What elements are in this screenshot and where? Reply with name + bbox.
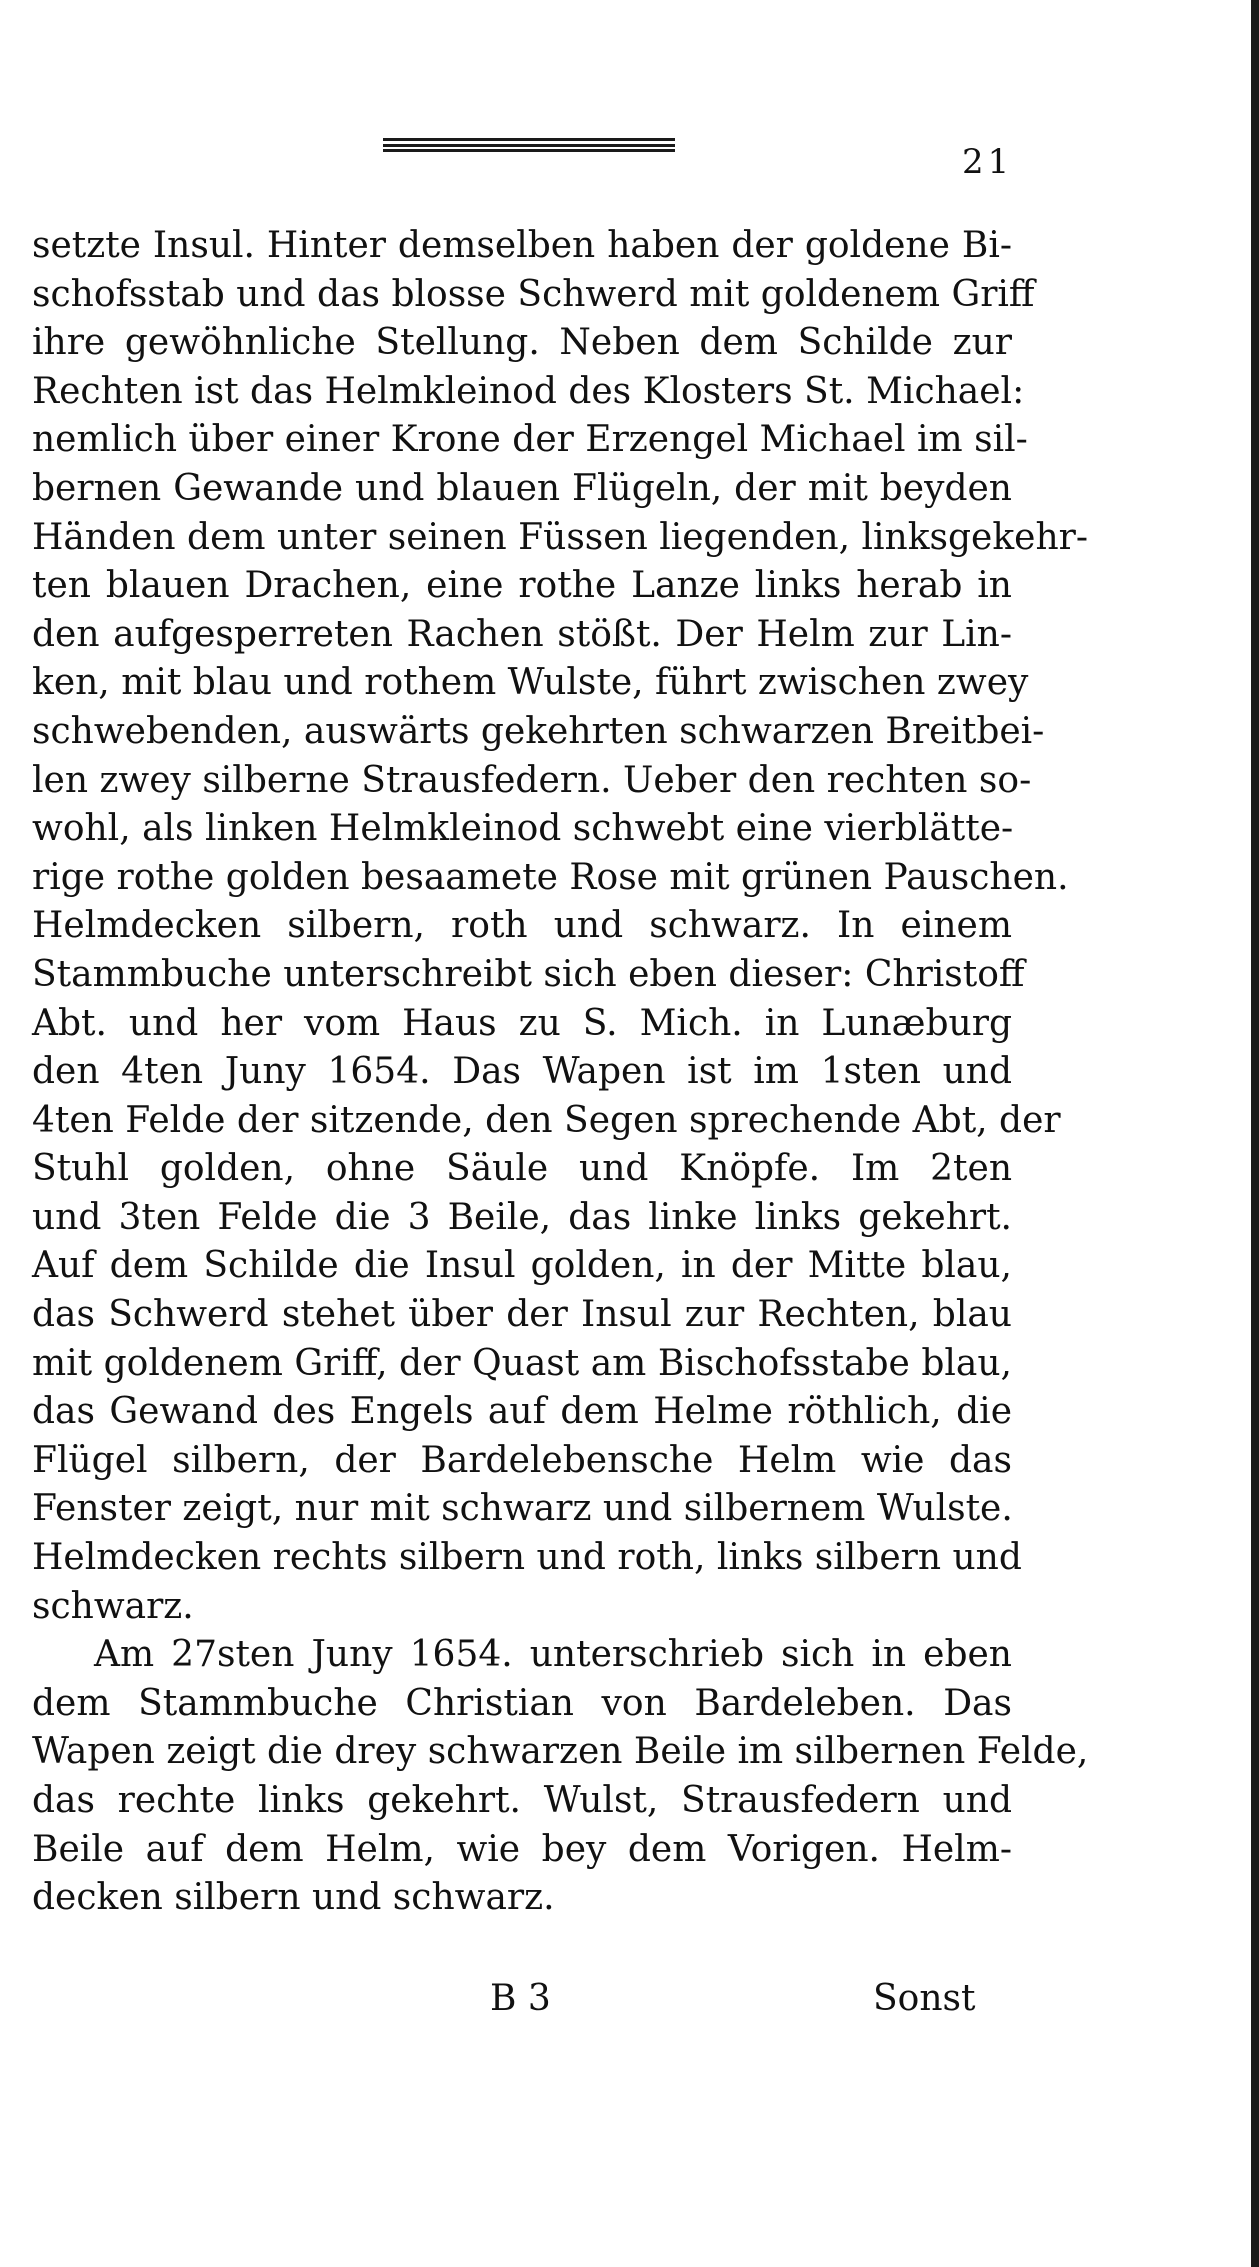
header-rule xyxy=(383,138,675,152)
page-footer xyxy=(0,1978,1259,2038)
text-line: rige rothe golden besaamete Rose mit grünen Pauschen. xyxy=(32,856,1069,898)
page-edge xyxy=(1251,0,1259,2267)
signature-mark: B 3 xyxy=(490,1978,551,2019)
text-line: schwarz. xyxy=(32,1585,194,1627)
text-line: und 3ten Felde die 3 Beile, das linke links gekehrt. xyxy=(32,1196,1012,1238)
text-line: schofsstab und das blosse Schwerd mit goldenem Griff xyxy=(32,273,1035,315)
text-line: Stuhl golden, ohne Säule und Knöpfe. Im 2ten xyxy=(32,1148,1012,1190)
page-number: 21 xyxy=(962,142,1014,182)
text-line: ihre gewöhnliche Stellung. Neben dem Schilde zur xyxy=(32,322,1012,364)
text-line: das Schwerd stehet über der Insul zur Rechten, blau xyxy=(32,1294,1012,1336)
text-line: setzte Insul. Hinter demselben haben der goldene Bi- xyxy=(32,225,1012,266)
text-line: Stammbuche unterschreibt sich eben dieser: Christoff xyxy=(32,953,1025,995)
text-line: Fenster zeigt, nur mit schwarz und silbernem Wulste. xyxy=(32,1488,1013,1530)
text-line: Rechten ist das Helmkleinod des Klosters St. Michael: xyxy=(32,370,1025,412)
text-line: 4ten Felde der sitzende, den Segen sprechende Abt, der xyxy=(32,1099,1061,1141)
text-line: das rechte links gekehrt. Wulst, Strausfedern und xyxy=(32,1780,1012,1821)
text-line: ten blauen Drachen, eine rothe Lanze links herab in xyxy=(32,565,1012,607)
text-line: wohl, als linken Helmkleinod schwebt eine vierblätte- xyxy=(32,808,1014,850)
text-line: nemlich über einer Krone der Erzengel Michael im sil- xyxy=(32,419,1028,461)
catchword: Sonst xyxy=(873,1978,976,2019)
text-line: schwebenden, auswärts gekehrten schwarzen Breitbei- xyxy=(32,710,1045,752)
text-line: len zwey silberne Strausfedern. Ueber den rechten so- xyxy=(32,759,1032,801)
text-line: mit goldenem Griff, der Quast am Bischofsstabe blau, xyxy=(32,1342,1012,1384)
text-line: Auf dem Schilde die Insul golden, in der Mitte blau, xyxy=(32,1245,1012,1287)
text-line: Abt. und her vom Haus zu S. Mich. in Lunæburg xyxy=(32,1002,1012,1044)
text-line: Flügel silbern, der Bardelebensche Helm wie das xyxy=(32,1439,1012,1481)
text-line: bernen Gewande und blauen Flügeln, der mit beyden xyxy=(32,467,1012,509)
text-line: Beile auf dem Helm, wie bey dem Vorigen. Helm- xyxy=(32,1828,1012,1870)
body-text xyxy=(32,222,1089,1923)
text-line: Wapen zeigt die drey schwarzen Beile im silbernen Felde, xyxy=(32,1731,1089,1773)
text-line: den aufgesperreten Rachen stößt. Der Helm zur Lin- xyxy=(32,613,1012,655)
text-line: das Gewand des Engels auf dem Helme röthlich, die xyxy=(32,1391,1012,1433)
text-line: ken, mit blau und rothem Wulste, führt zwischen zwey xyxy=(32,662,1029,704)
text-line: dem Stammbuche Christian von Bardeleben. Das xyxy=(32,1682,1012,1724)
text-line: Am 27sten Juny 1654. unterschrieb sich in eben xyxy=(94,1634,1012,1676)
text-line: Helmdecken silbern, roth und schwarz. In einem xyxy=(32,905,1012,947)
text-line: den 4ten Juny 1654. Das Wapen ist im 1sten und xyxy=(32,1051,1012,1093)
text-line: Händen dem unter seinen Füssen liegenden, linksgekehr- xyxy=(32,516,1089,558)
text-line: Helmdecken rechts silbern und roth, links silbern und xyxy=(32,1537,1022,1579)
text-line: decken silbern und schwarz. xyxy=(32,1877,555,1919)
